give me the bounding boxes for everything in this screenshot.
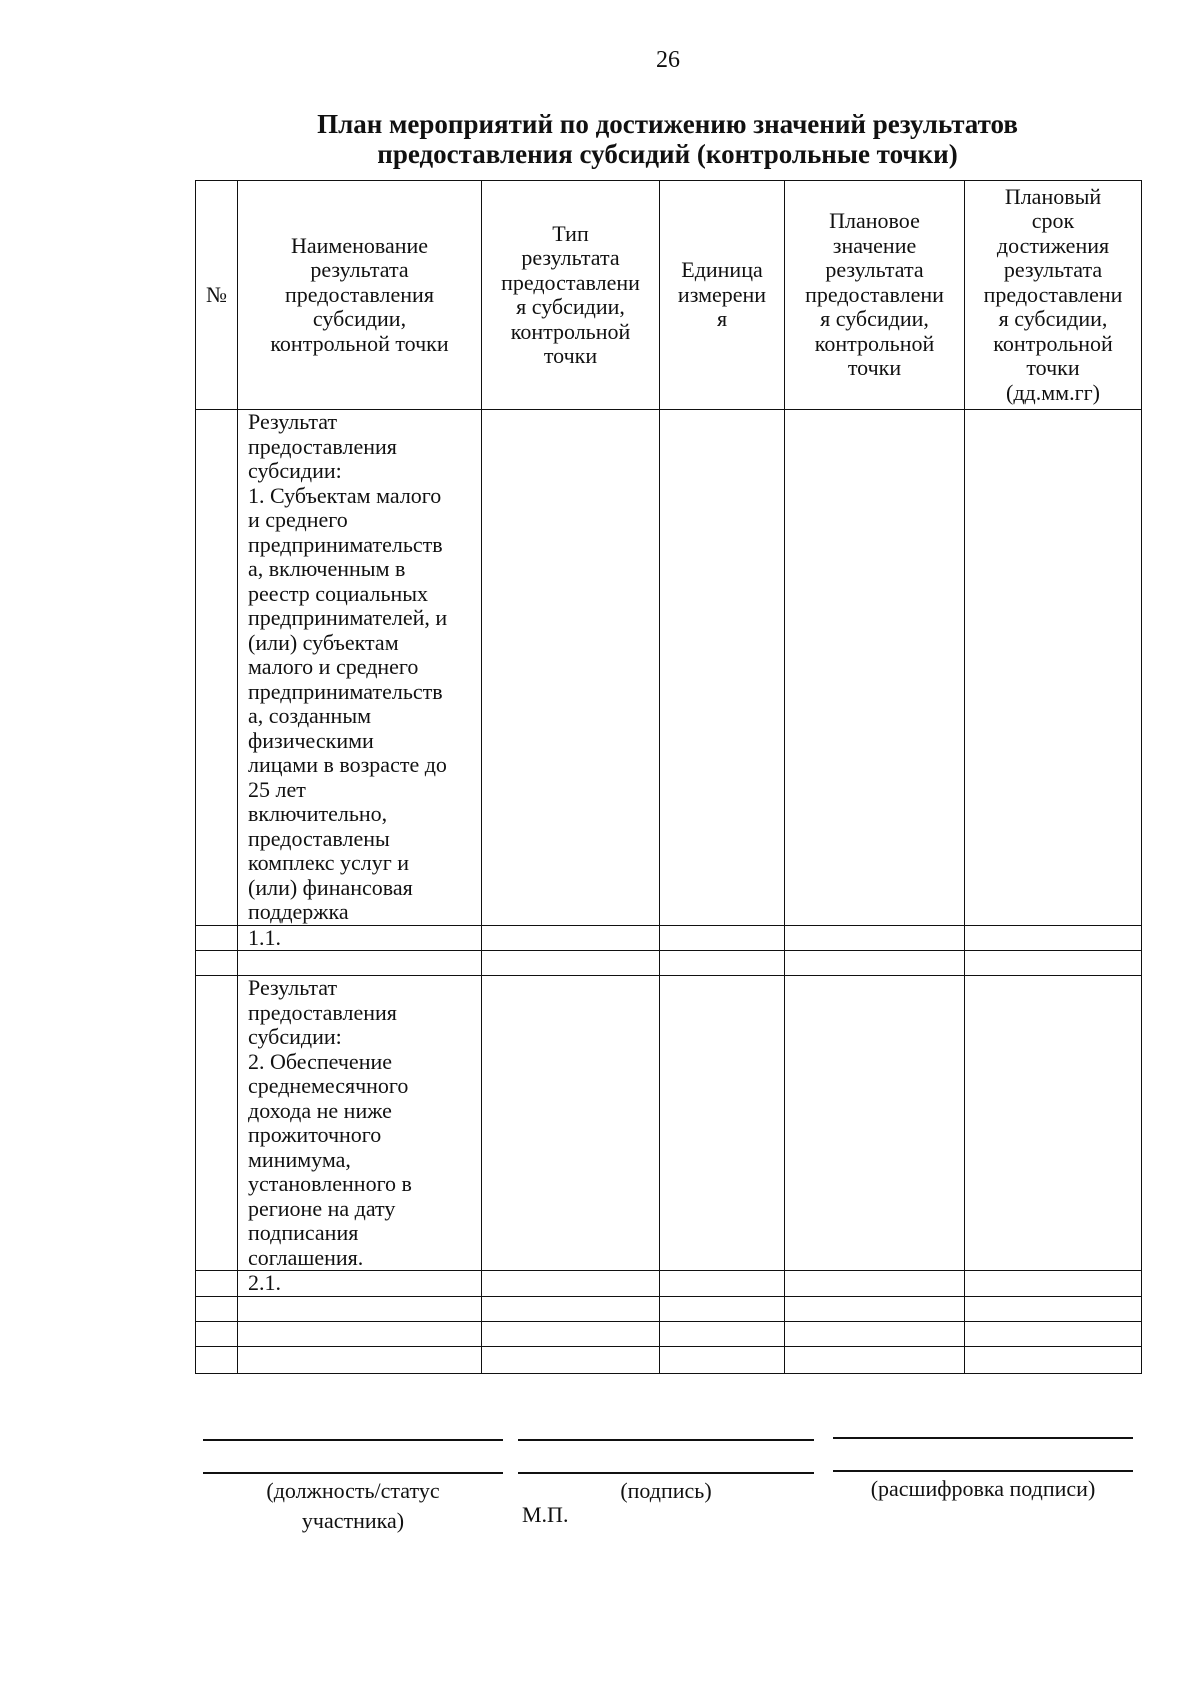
- cell-planned-date: [965, 410, 1142, 926]
- header-line: результата: [521, 245, 620, 270]
- result-text-line: Результат: [248, 409, 338, 434]
- header-line: предоставлени: [983, 281, 1123, 307]
- position-caption: [203, 1476, 503, 1536]
- header-line: достижения: [996, 232, 1110, 258]
- table-row-result-2: [196, 976, 1142, 1271]
- header-type: [482, 181, 660, 410]
- result-text-line: (или) финансовая: [248, 874, 413, 900]
- cell-number: [196, 976, 238, 1271]
- result-text-line: предпринимательств: [248, 678, 443, 704]
- header-line: результата: [310, 257, 409, 283]
- cell-planned-value: [785, 410, 965, 926]
- cell-empty: [785, 1346, 965, 1373]
- result-text-line: Результат: [248, 975, 338, 1000]
- signature-caption: (подпись): [620, 1478, 712, 1503]
- result-text-line: среднемесячного: [248, 1073, 409, 1098]
- header-line: предоставления: [285, 281, 434, 307]
- signature-line-decoding: [833, 1470, 1133, 1472]
- cell-empty: [785, 1296, 965, 1321]
- cell-type: [482, 976, 660, 1271]
- cell-empty: [965, 1346, 1142, 1373]
- cell-empty: [238, 1296, 482, 1321]
- table-row-empty: [196, 1321, 1142, 1346]
- header-name: [238, 181, 482, 410]
- result-text-line: дохода не ниже: [248, 1097, 392, 1123]
- position-caption-line: (должность/статус: [266, 1478, 440, 1503]
- result-text-line: 2. Обеспечение: [248, 1048, 392, 1074]
- cell-empty: [482, 1321, 660, 1346]
- header-line: срок: [1031, 208, 1075, 234]
- cell-empty: [660, 1321, 785, 1346]
- result-text-line: 1. Субъектам малого: [248, 482, 442, 508]
- cell-empty: [965, 951, 1142, 976]
- result-text-line: включительно,: [248, 801, 388, 826]
- cell-planned-date: [965, 1271, 1142, 1297]
- cell-result-2-name: [238, 976, 482, 1271]
- result-text-line: лицами в возрасте до: [248, 752, 447, 777]
- cell-type: [482, 410, 660, 926]
- header-line: контрольной точки: [270, 330, 449, 356]
- result-text-line: а, созданным: [248, 703, 372, 728]
- cell-empty: [196, 1346, 238, 1373]
- result-text-line: прожиточного: [248, 1122, 382, 1147]
- result-text-line: соглашения.: [248, 1244, 364, 1270]
- header-line: Тип: [552, 220, 589, 246]
- result-text-line: подписания: [248, 1220, 359, 1245]
- cell-number: [196, 925, 238, 951]
- cell-planned-value: [785, 1271, 965, 1297]
- result-text-line: а, включенным в: [248, 556, 406, 581]
- cell-number: [196, 1271, 238, 1297]
- result-text-line: малого и среднего: [248, 654, 419, 679]
- header-line: Плановый: [1004, 183, 1102, 209]
- cell-empty: [482, 951, 660, 976]
- cell-empty: [196, 1296, 238, 1321]
- title-line: предоставления субсидий (контрольные точки): [377, 139, 958, 169]
- table-header-row: [196, 181, 1142, 410]
- header-line: Единица: [681, 257, 763, 283]
- control-points-table: [195, 180, 1142, 1374]
- header-line: Плановое: [829, 208, 920, 234]
- cell-empty: [660, 1296, 785, 1321]
- cell-type: [482, 1271, 660, 1297]
- result-text-line: субсидии:: [248, 1024, 342, 1049]
- result-text-line: комплекс услуг и: [248, 850, 410, 875]
- signature-line-position: [203, 1472, 503, 1474]
- cell-empty: [238, 951, 482, 976]
- header-line: точки: [847, 355, 902, 381]
- header-planned-value: [785, 181, 965, 410]
- result-text-line: физическими: [248, 727, 374, 753]
- header-line: значение: [832, 232, 917, 258]
- cell-empty: [196, 951, 238, 976]
- cell-result-1-name: [238, 410, 482, 926]
- header-line: точки: [543, 343, 598, 368]
- result-text-line: реестр социальных: [248, 580, 429, 606]
- header-line: предоставлени: [805, 281, 944, 307]
- document-title: [260, 109, 1075, 169]
- cell-empty: [238, 1321, 482, 1346]
- cell-unit: [660, 976, 785, 1271]
- header-number: [196, 181, 238, 410]
- header-line: я субсидии,: [516, 294, 625, 319]
- result-text-line: предоставлены: [248, 825, 390, 851]
- cell-empty: [196, 1321, 238, 1346]
- cell-unit: [660, 1271, 785, 1297]
- result-text-line: установленного в: [248, 1171, 412, 1196]
- table-row-empty: [196, 1296, 1142, 1321]
- header-line: №: [206, 281, 227, 307]
- position-caption-line: участника): [301, 1508, 405, 1533]
- cell-empty: [785, 1321, 965, 1346]
- title-line: План мероприятий по достижению значений результатов: [317, 109, 1018, 139]
- header-line: предоставлени: [501, 269, 640, 295]
- cell-sub-item-2-1: 2.1.: [238, 1271, 482, 1297]
- table-row-sub-2-1: [196, 1271, 1142, 1297]
- cell-planned-value: [785, 976, 965, 1271]
- header-line: результата: [1003, 257, 1103, 283]
- header-line: контрольной: [814, 330, 935, 356]
- result-text-line: минимума,: [248, 1146, 351, 1172]
- cell-planned-value: [785, 925, 965, 951]
- result-text-line: и среднего: [248, 507, 348, 532]
- cell-empty: [660, 1346, 785, 1373]
- cell-unit: [660, 925, 785, 951]
- signature-line-signature: [518, 1472, 814, 1474]
- seal-mark: М.П.: [522, 1502, 569, 1527]
- header-line: (дд.мм.гг): [1006, 379, 1100, 405]
- header-planned-date: [965, 181, 1142, 410]
- cell-empty: [965, 1296, 1142, 1321]
- result-text-line: 25 лет: [248, 776, 306, 802]
- header-line: я: [716, 306, 728, 332]
- table-row-empty: [196, 951, 1142, 976]
- result-text-line: предоставления: [248, 433, 397, 459]
- table-row-empty: [196, 1346, 1142, 1373]
- cell-number: [196, 410, 238, 926]
- cell-planned-date: [965, 976, 1142, 1271]
- header-line: я субсидии,: [820, 306, 929, 332]
- cell-empty: [965, 1321, 1142, 1346]
- header-line: субсидии,: [312, 306, 407, 332]
- result-text-line: субсидии:: [248, 458, 342, 483]
- signature-line-decoding-top: [833, 1437, 1133, 1439]
- cell-unit: [660, 410, 785, 926]
- cell-empty: [482, 1346, 660, 1373]
- header-line: точки: [1026, 355, 1080, 381]
- header-line: результата: [825, 257, 924, 283]
- result-text-line: предпринимательств: [248, 531, 443, 557]
- cell-planned-date: [965, 925, 1142, 951]
- table-row-sub-1-1: [196, 925, 1142, 951]
- header-line: контрольной: [993, 330, 1113, 356]
- page-number: 26: [656, 47, 680, 73]
- decoding-caption: (расшифровка подписи): [870, 1476, 1096, 1501]
- result-text-line: поддержка: [248, 899, 349, 924]
- result-text-line: предоставления: [248, 999, 397, 1025]
- signature-line-position-top: [203, 1439, 503, 1441]
- header-line: Наименование: [290, 232, 429, 258]
- cell-empty: [660, 951, 785, 976]
- table-row-result-1: [196, 410, 1142, 926]
- result-text-line: (или) субъектам: [248, 629, 399, 655]
- cell-empty: [785, 951, 965, 976]
- cell-empty: [482, 1296, 660, 1321]
- cell-type: [482, 925, 660, 951]
- cell-empty: [238, 1346, 482, 1373]
- header-line: измерени: [677, 281, 767, 307]
- signature-line-signature-top: [518, 1439, 814, 1441]
- header-line: контрольной: [510, 318, 631, 344]
- header-line: я субсидии,: [998, 306, 1108, 332]
- result-text-line: предпринимателей, и: [248, 605, 448, 630]
- header-unit: [660, 181, 785, 410]
- result-text-line: регионе на дату: [248, 1195, 396, 1221]
- cell-sub-item-1-1: 1.1.: [238, 925, 482, 951]
